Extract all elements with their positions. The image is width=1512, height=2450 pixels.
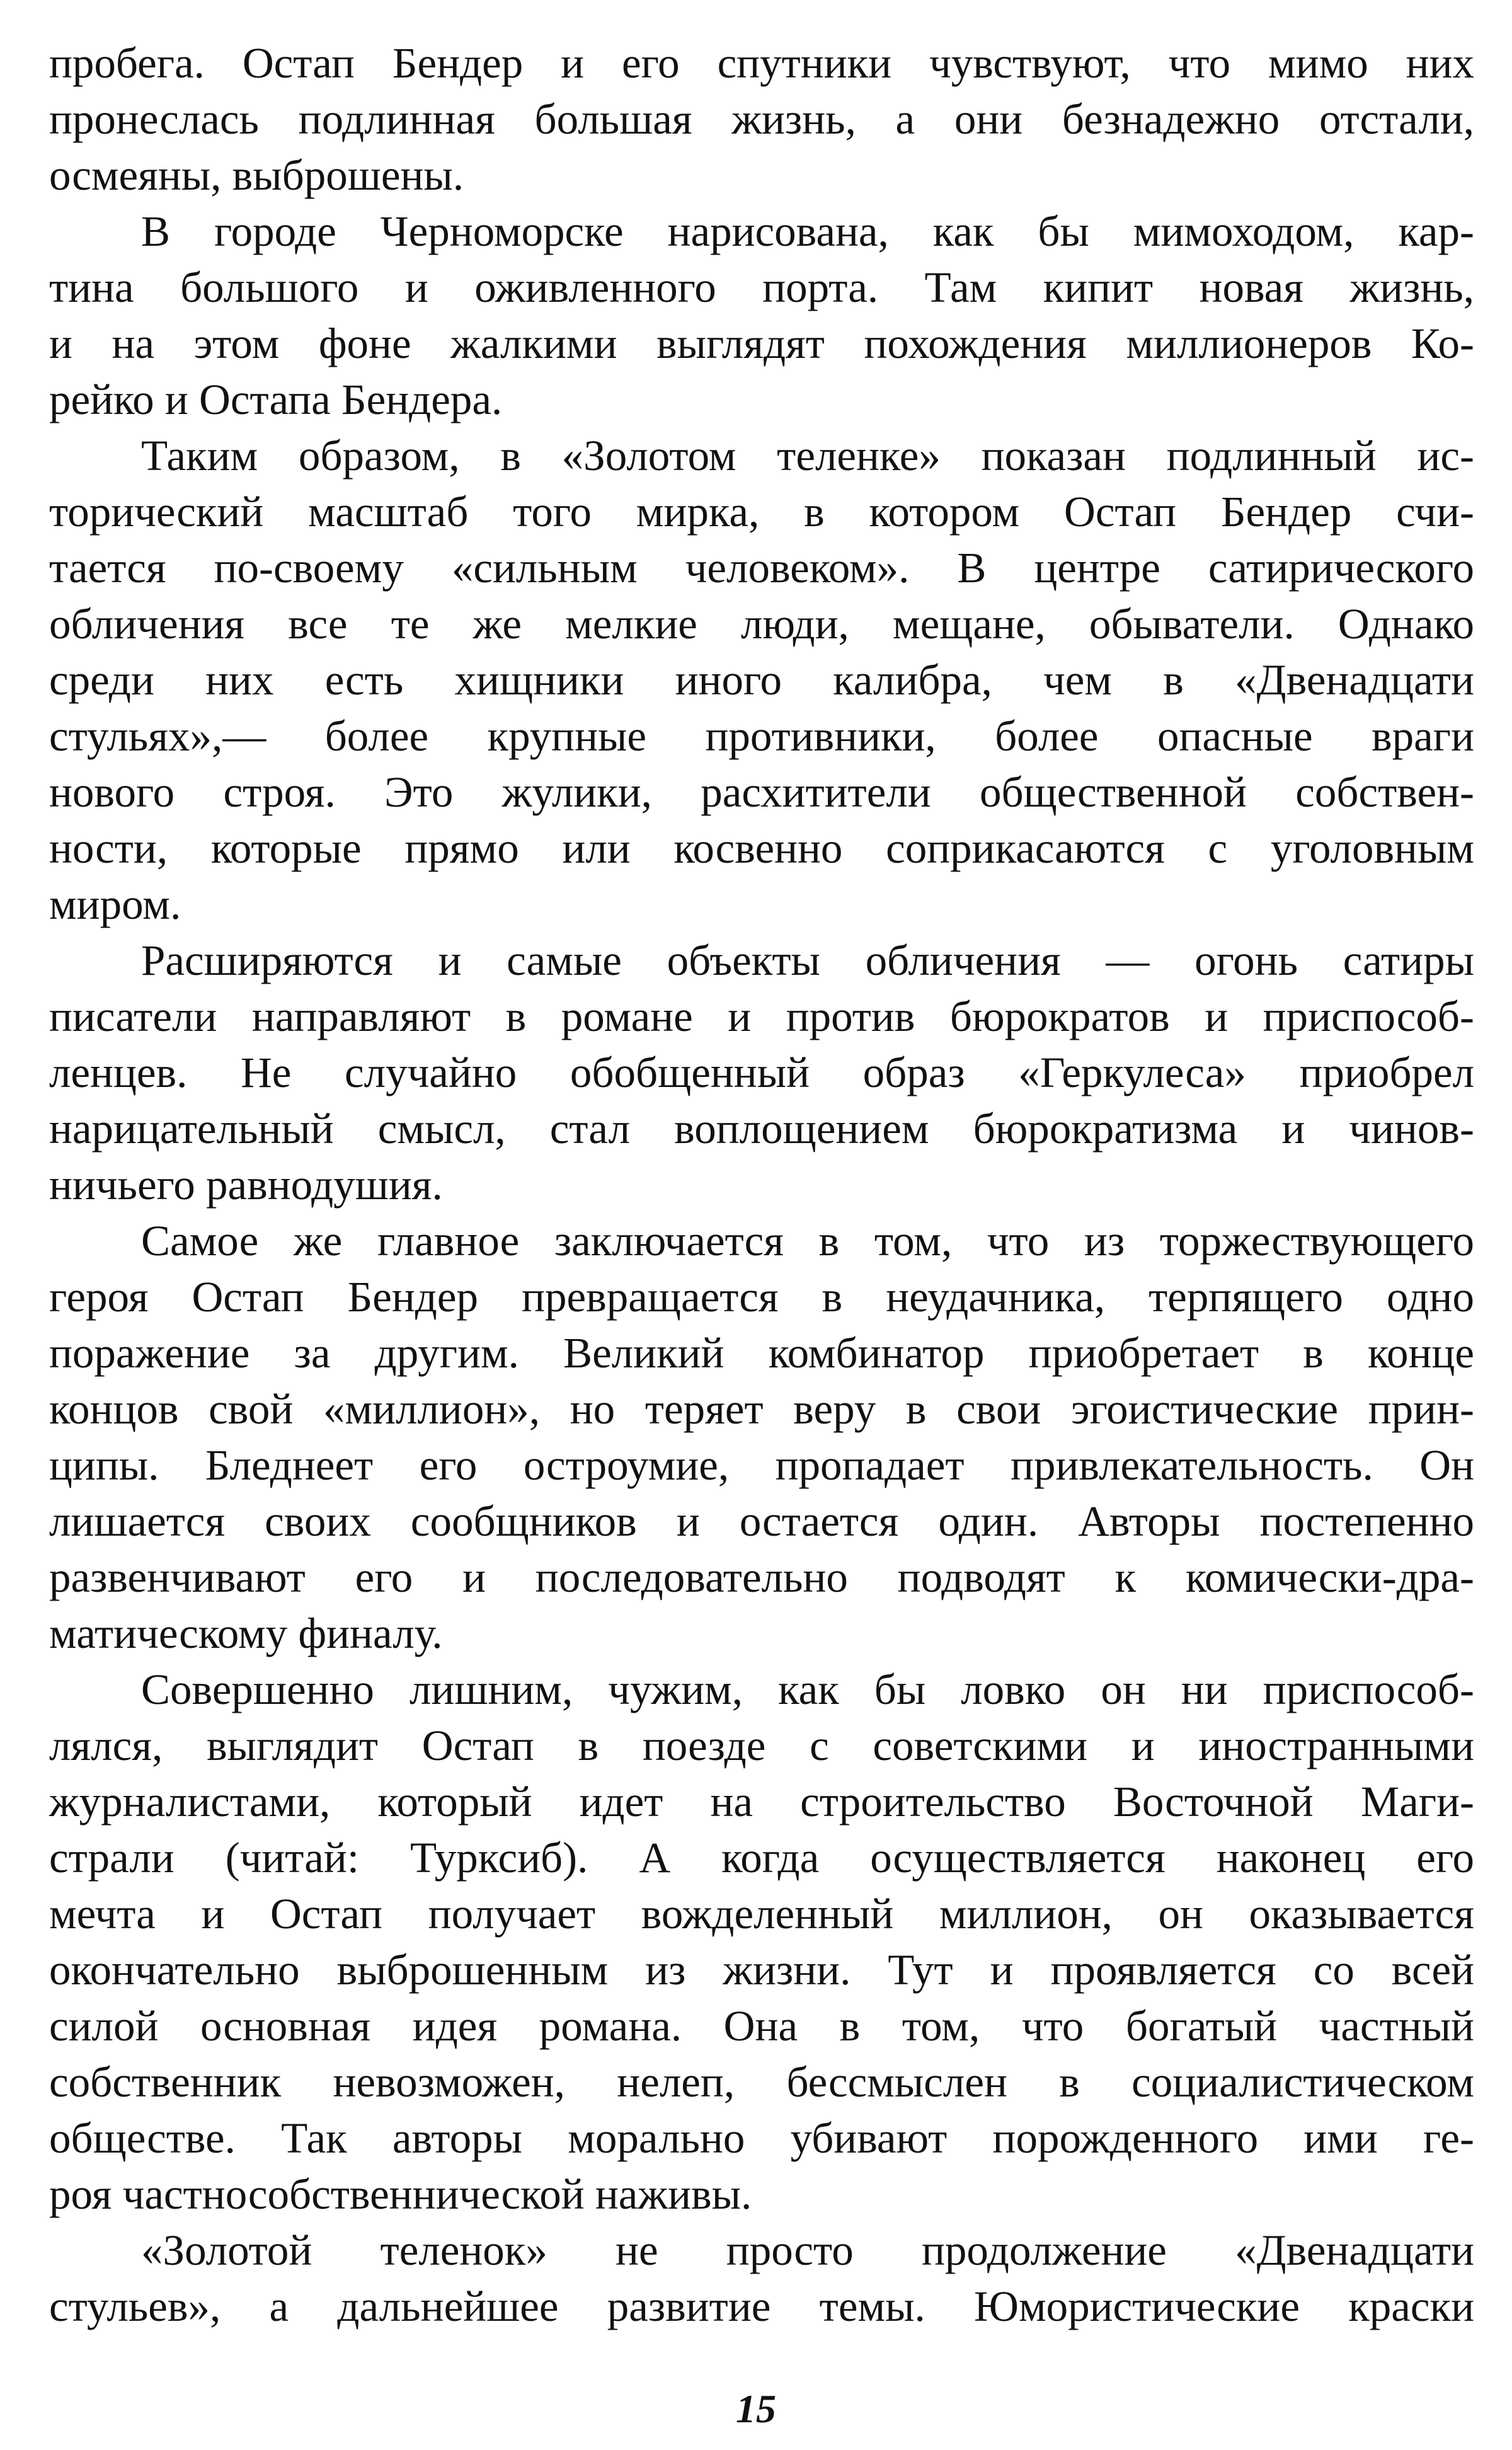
text-line: страли (читай: Турксиб). А когда осуществляется наконец его — [49, 1834, 1474, 1882]
text-line: нарицательный смысл, стал воплощением бюрократизма и чинов- — [49, 1105, 1474, 1153]
text-line: миром. — [49, 880, 181, 928]
text-line: среди них есть хищники иного калибра, чем в «Двенадцати — [49, 656, 1474, 704]
text-line: окончательно выброшенным из жизни. Тут и проявляется со всей — [49, 1946, 1474, 1994]
text-line: собственник невозможен, нелеп, бессмыслен в социалистическом — [49, 2058, 1474, 2106]
page-number: 15 — [736, 2386, 776, 2431]
text-line: обличения все те же мелкие люди, мещане, обыватели. Однако — [49, 600, 1474, 648]
text-line: ности, которые прямо или косвенно соприкасаются с уголовным — [49, 824, 1474, 872]
text-line: нового строя. Это жулики, расхитители общественной собствен- — [49, 768, 1474, 816]
paragraph-first-line: В городе Черноморске нарисована, как бы мимоходом, кар- — [141, 207, 1474, 255]
text-line: тается по-своему «сильным человеком». В центре сатирического — [49, 544, 1474, 592]
text-line: стульев», а дальнейшее развитие темы. Юмористические краски — [49, 2282, 1474, 2330]
text-line: героя Остап Бендер превращается в неудачника, терпящего одно — [49, 1273, 1474, 1321]
text-line: стульях»,— более крупные противники, более опасные враги — [49, 712, 1474, 760]
text-line: концов свой «миллион», но теряет веру в свои эгоистические прин- — [49, 1385, 1474, 1433]
text-line: развенчивают его и последовательно подводят к комически-дра- — [49, 1553, 1474, 1601]
text-line: осмеяны, выброшены. — [49, 151, 464, 199]
text-line: ничьего равнодушия. — [49, 1161, 443, 1209]
text-line: писатели направляют в романе и против бюрократов и приспособ- — [49, 992, 1474, 1040]
text-line: поражение за другим. Великий комбинатор приобретает в конце — [49, 1329, 1474, 1377]
text-line: и на этом фоне жалкими выглядят похождения миллионеров Ко- — [49, 319, 1474, 367]
text-line: обществе. Так авторы морально убивают порожденного ими ге- — [49, 2114, 1474, 2162]
text-line: мечта и Остап получает вожделенный миллион, он оказывается — [49, 1890, 1474, 1938]
paragraph-first-line: Расширяются и самые объекты обличения — огонь сатиры — [141, 936, 1474, 984]
text-line: роя частнособственнической наживы. — [49, 2170, 752, 2218]
paragraph-first-line: Таким образом, в «Золотом теленке» показан подлинный ис- — [141, 432, 1474, 480]
paragraph-first-line: «Золотой теленок» не просто продолжение «Двенадцати — [141, 2226, 1474, 2274]
text-line: ленцев. Не случайно обобщенный образ «Геркулеса» приобрел — [49, 1049, 1474, 1096]
text-line: лишается своих сообщников и остается один. Авторы постепенно — [49, 1497, 1474, 1545]
text-line: силой основная идея романа. Она в том, что богатый частный — [49, 2002, 1474, 2050]
paragraph-first-line: Совершенно лишним, чужим, как бы ловко он ни приспособ- — [141, 1665, 1474, 1713]
paragraph-first-line: Самое же главное заключается в том, что из торжествующего — [141, 1217, 1474, 1265]
text-line: пробега. Остап Бендер и его спутники чувствуют, что мимо них — [49, 39, 1474, 87]
text-line: журналистами, который идет на строительство Восточной Маги- — [49, 1778, 1474, 1826]
text-line: лялся, выглядит Остап в поезде с советскими и иностранными — [49, 1722, 1474, 1769]
text-line: пронеслась подлинная большая жизнь, а они безнадежно отстали, — [49, 95, 1474, 143]
text-line: тина большого и оживленного порта. Там кипит новая жизнь, — [49, 263, 1474, 311]
text-line: торический масштаб того мирка, в котором Остап Бендер счи- — [49, 488, 1474, 536]
text-line: ципы. Бледнеет его остроумие, пропадает привлекательность. Он — [49, 1441, 1474, 1489]
text-line: матическому финалу. — [49, 1609, 443, 1657]
text-line: рейко и Остапа Бендера. — [49, 376, 503, 423]
